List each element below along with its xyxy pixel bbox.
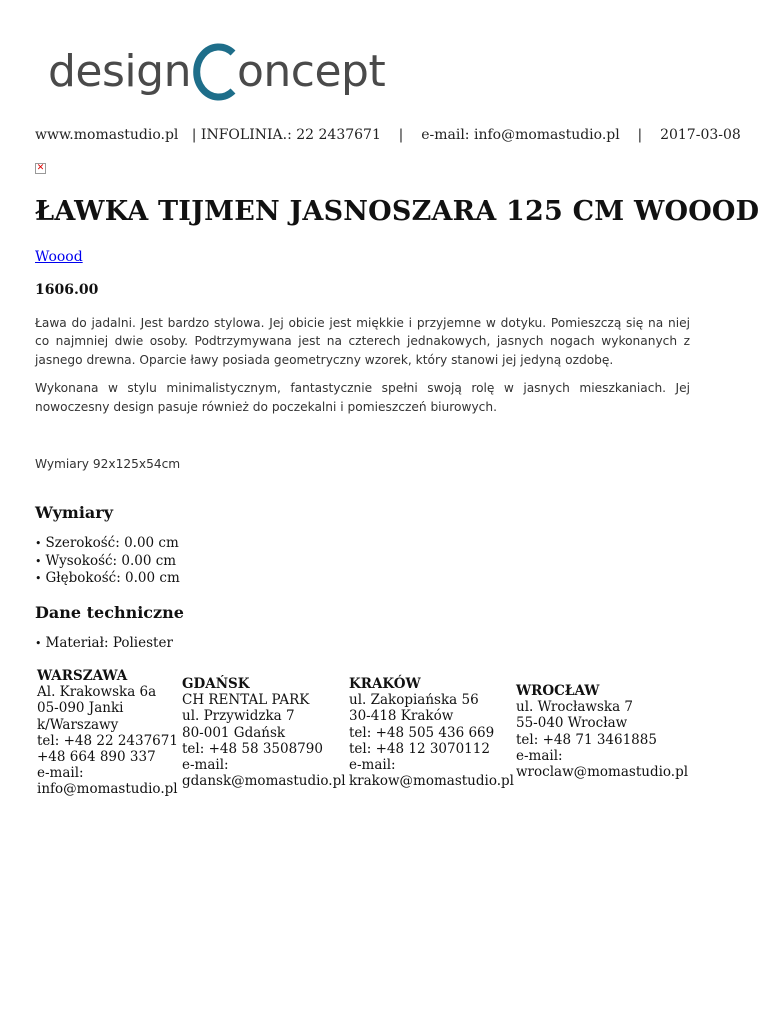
technical-list (35, 635, 173, 653)
office-name: WROCŁAW (516, 683, 600, 699)
office-line: e-mail: (37, 765, 84, 782)
logo (48, 40, 385, 102)
technical-heading: Dane techniczne (35, 603, 184, 622)
list-item: • Szerokość: 0.00 cm (35, 535, 180, 553)
description-paragraph: Wykonana w stylu minimalistycznym, fantastycznie spełni swoją rolę w jasnych mieszkaniach. Jej nowoczesny design pasuje również do poczekalni i pomieszczeń biurowych. (35, 381, 690, 414)
logo-text-oncept: oncept (236, 45, 386, 97)
office-line: ul. Przywidzka 7 (182, 708, 295, 725)
dimensions-text: Wymiary 92x125x54cm (35, 457, 181, 471)
office-warszawa (37, 668, 178, 798)
broken-image-icon: ✕ (36, 163, 45, 173)
office-line: tel: +48 22 2437671 (37, 732, 178, 749)
office-line: ul. Wrocławska 7 (516, 699, 634, 716)
office-line: 55-040 Wrocław (516, 715, 628, 732)
list-item: • Głębokość: 0.00 cm (35, 570, 180, 588)
product-description (35, 314, 690, 426)
logo-text-design: design (48, 45, 191, 97)
brand-link[interactable]: Woood (35, 249, 83, 265)
separator: | (637, 127, 643, 143)
office-line: tel: +48 71 3461885 (516, 731, 657, 748)
office-name: GDAŃSK (182, 676, 250, 692)
hotline-text: | INFOLINIA.: 22 2437671 (191, 127, 381, 143)
list-item: • Materiał: Poliester (35, 635, 173, 653)
office-line: e-mail: (349, 757, 396, 774)
office-line: info@momastudio.pl (37, 781, 178, 798)
date-text: 2017-03-08 (660, 127, 741, 143)
office-line: CH RENTAL PARK (182, 692, 310, 709)
separator: | (398, 127, 404, 143)
office-line: krakow@momastudio.pl (349, 773, 514, 790)
office-line: e-mail: (182, 757, 229, 774)
product-price: 1606.00 (35, 282, 99, 298)
office-name: KRAKÓW (349, 676, 421, 692)
list-item: • Wysokość: 0.00 cm (35, 553, 180, 571)
product-title: ŁAWKA TIJMEN JASNOSZARA 125 CM WOOOD (35, 196, 759, 227)
office-gdansk (182, 676, 346, 789)
office-wroclaw (516, 683, 688, 780)
office-line: gdansk@momastudio.pl (182, 773, 346, 790)
office-line: wroclaw@momastudio.pl (516, 764, 689, 781)
office-line: Al. Krakowska 6a (37, 684, 157, 701)
office-line: tel: +48 12 3070112 (349, 740, 490, 757)
office-line: k/Warszawy (37, 716, 119, 733)
dimensions-heading: Wymiary (35, 503, 114, 522)
office-krakow (349, 676, 514, 789)
header-info-line (35, 127, 741, 143)
description-paragraph: Ława do jadalni. Jest bardzo stylowa. Jej obicie jest miękkie i przyjemne w dotyku. Pomieszczą się na niej co najmniej dwie osoby. Podtrzymywana jest na czterech jednakowych, jasnych nogach wykonanych z jasnego drewna. Oparcie ławy posiada geometryczny wzorek, który stanowi jej jedyną ozdobę. (35, 316, 690, 367)
office-line: +48 664 890 337 (37, 749, 156, 766)
office-name: WARSZAWA (37, 668, 128, 684)
office-line: tel: +48 505 436 669 (349, 724, 495, 741)
website-link[interactable]: www.momastudio.pl (35, 127, 179, 143)
office-line: e-mail: (516, 747, 563, 764)
logo-c-mark (193, 43, 239, 99)
office-line: 05-090 Janki (37, 700, 124, 717)
office-line: ul. Zakopiańska 56 (349, 692, 479, 709)
office-line: 80-001 Gdańsk (182, 724, 286, 741)
email-text: e-mail: info@momastudio.pl (421, 127, 620, 143)
office-line: tel: +48 58 3508790 (182, 740, 323, 757)
offices-section (35, 664, 695, 804)
office-line: 30-418 Kraków (349, 708, 454, 725)
dimensions-list (35, 535, 180, 588)
